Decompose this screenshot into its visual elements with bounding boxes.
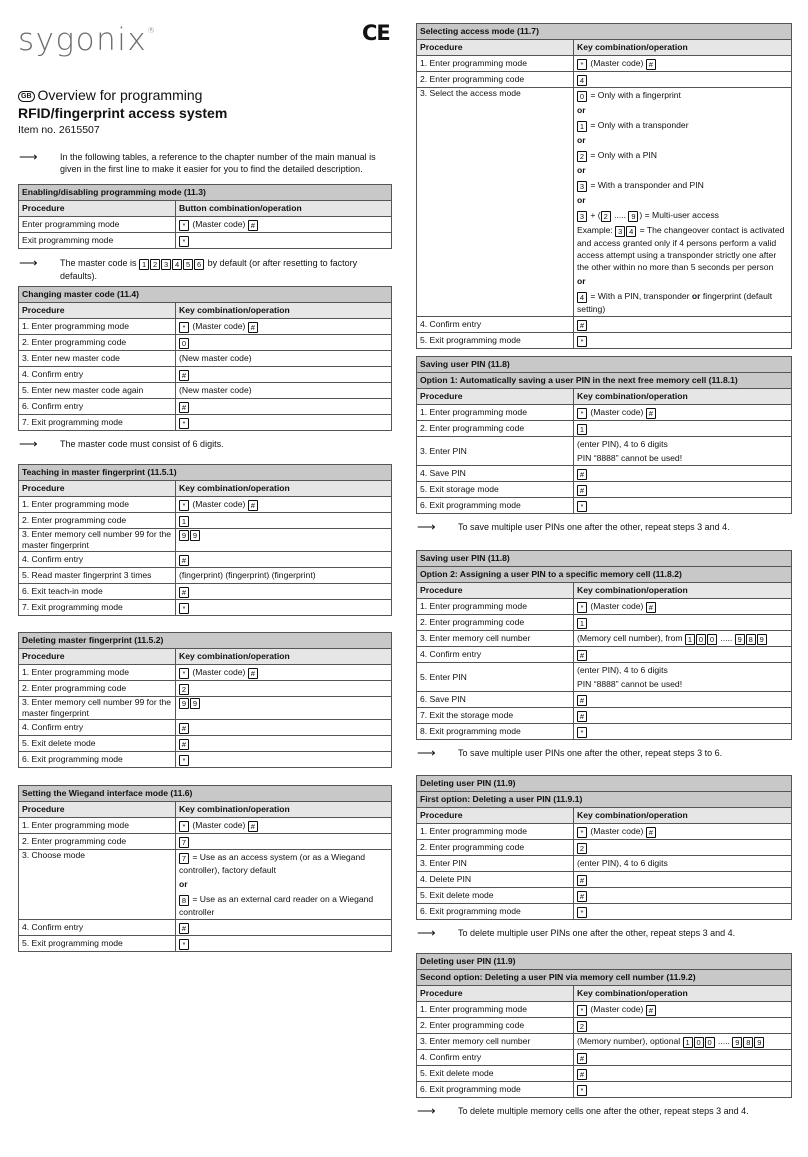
hash-key-icon: # (179, 402, 189, 413)
table-row: 3. Enter new master code (New master code) (19, 351, 392, 367)
table-title: Saving user PIN (11.8) (417, 551, 792, 567)
key-1-icon: 1 (577, 424, 587, 435)
table-row: 5. Exit storage mode # (417, 482, 792, 498)
hash-key-icon: # (577, 875, 587, 886)
table-row: 6. Exit teach-in mode # (19, 584, 392, 600)
table-row: 1. Enter programming mode * (Master code) # (417, 405, 792, 421)
table-row: 6. Exit programming mode * (417, 904, 792, 920)
key-8-icon: 8 (746, 634, 756, 645)
or-label: or (577, 105, 586, 115)
table-row: 3. Choose mode 7 = Use as an access system (or as a Wiegand controller), factory default or 8 = Use as an external card reader on a Wiegand controller (19, 850, 392, 920)
col-header: Key combination/operation (176, 802, 392, 818)
key-2-icon: 2 (577, 1021, 587, 1032)
save-pin-specific-note: ⟶ To save multiple user PINs one after the other, repeat steps 3 to 6. (417, 745, 723, 760)
col-header: Procedure (19, 201, 176, 217)
col-header: Procedure (19, 802, 176, 818)
table-access-mode (416, 23, 792, 349)
table-title: Enabling/disabling programming mode (11.3) (19, 185, 392, 201)
arrow-right-icon: ⟶ (19, 436, 38, 451)
key-7-icon: 7 (179, 853, 189, 864)
hash-key-icon: # (179, 370, 189, 381)
col-header: Procedure (19, 303, 176, 319)
col-header: Procedure (417, 808, 574, 824)
hash-key-icon: # (179, 587, 189, 598)
or-label: or (577, 165, 586, 175)
or-label: or (179, 879, 188, 889)
star-key-icon: * (179, 603, 189, 614)
or-label: or (577, 195, 586, 205)
table-delete-pin (416, 775, 792, 939)
table-row: 8. Exit programming mode * (417, 724, 792, 740)
registered-mark: ® (147, 26, 157, 35)
key-1-icon: 1 (683, 1037, 693, 1048)
hash-key-icon: # (179, 739, 189, 750)
key-0-icon: 0 (179, 338, 189, 349)
key-5-icon: 5 (183, 259, 193, 270)
key-7-icon: 7 (179, 837, 189, 848)
key-1-icon: 1 (577, 618, 587, 629)
col-header: Procedure (417, 583, 574, 599)
table-row: 5. Exit delete mode # (417, 1066, 792, 1082)
table-row: 7. Exit the storage mode # (417, 708, 792, 724)
key-2-icon: 2 (601, 211, 611, 222)
key-9-icon: 9 (190, 698, 200, 709)
hash-key-icon: # (179, 555, 189, 566)
star-key-icon: * (179, 236, 189, 247)
key-0-icon: 0 (577, 91, 587, 102)
arrow-right-icon: ⟶ (417, 745, 436, 760)
key-9-icon: 9 (754, 1037, 764, 1048)
hash-key-icon: # (248, 821, 258, 832)
table-row: 5. Exit delete mode # (19, 736, 392, 752)
col-header: Key combination/operation (574, 40, 792, 56)
table-row: 5. Enter new master code again (New master code) (19, 383, 392, 399)
hash-key-icon: # (646, 408, 656, 419)
table-title: Teaching in master fingerprint (11.5.1) (19, 465, 392, 481)
table-programming-mode (18, 184, 392, 282)
table-teach-master-fingerprint (18, 464, 392, 616)
key-1-icon: 1 (179, 516, 189, 527)
hash-key-icon: # (248, 500, 258, 511)
col-header: Procedure (417, 986, 574, 1002)
arrow-right-icon: ⟶ (417, 1103, 436, 1118)
table-title: Deleting master fingerprint (11.5.2) (19, 633, 392, 649)
key-2-icon: 2 (150, 259, 160, 270)
table-row: 5. Exit delete mode # (417, 888, 792, 904)
table-row: 2. Enter programming code 7 (19, 834, 392, 850)
key-0-icon: 0 (696, 634, 706, 645)
key-2-icon: 2 (577, 151, 587, 162)
table-row: 2. Enter programming code 1 (417, 421, 792, 437)
document-header (18, 86, 398, 138)
key-2-icon: 2 (577, 843, 587, 854)
ce-mark: CE (362, 21, 390, 45)
overview-heading (18, 86, 398, 104)
overview-text: Overview for programming (37, 87, 203, 103)
table-row: 6. Confirm entry # (19, 399, 392, 415)
hash-key-icon: # (248, 220, 258, 231)
table-row: 4. Confirm entry # (19, 367, 392, 383)
key-3-icon: 3 (615, 226, 625, 237)
key-9-icon: 9 (628, 211, 638, 222)
hash-key-icon: # (577, 485, 587, 496)
table-title: Deleting user PIN (11.9) (417, 776, 792, 792)
key-0-icon: 0 (705, 1037, 715, 1048)
table-row: 3. Enter memory cell number (Memory cell number), from 1 0 0 ..... 9 8 9 (417, 631, 792, 647)
star-key-icon: * (577, 59, 587, 70)
table-row: 3. Enter PIN (enter PIN), 4 to 6 digits PIN “8888” cannot be used! (417, 437, 792, 466)
hash-key-icon: # (248, 668, 258, 679)
table-delete-pin-by-cell (416, 953, 792, 1117)
table-row: 6. Save PIN # (417, 692, 792, 708)
arrow-right-icon: ⟶ (417, 519, 436, 534)
table-row: 6. Exit programming mode * (417, 498, 792, 514)
table-row: 7. Exit programming mode * (19, 415, 392, 431)
star-key-icon: * (577, 408, 587, 419)
key-2-icon: 2 (179, 684, 189, 695)
table-row: 4. Confirm entry # (417, 317, 792, 333)
key-1-icon: 1 (685, 634, 695, 645)
table-subtitle: First option: Deleting a user PIN (11.9.1) (417, 792, 792, 808)
star-key-icon: * (577, 1005, 587, 1016)
star-key-icon: * (179, 755, 189, 766)
master-code-length-note: ⟶ The master code must consist of 6 digits. (19, 436, 224, 451)
table-row: 3. Enter PIN (enter PIN), 4 to 6 digits (417, 856, 792, 872)
key-9-icon: 9 (735, 634, 745, 645)
col-header: Procedure (417, 40, 574, 56)
table-row: 5. Enter PIN (enter PIN), 4 to 6 digits PIN “8888” cannot be used! (417, 663, 792, 692)
table-row: 3. Enter memory cell number 99 for the master fingerprint 9 9 (19, 697, 392, 720)
hash-key-icon: # (646, 602, 656, 613)
star-key-icon: * (179, 418, 189, 429)
table-wiegand-mode (18, 785, 392, 952)
table-subtitle: Second option: Deleting a user PIN via memory cell number (11.9.2) (417, 970, 792, 986)
key-3-icon: 3 (161, 259, 171, 270)
col-header: Key combination/operation (176, 303, 392, 319)
col-header: Key combination/operation (176, 649, 392, 665)
arrow-right-icon: ⟶ (19, 149, 38, 164)
table-row: 2. Enter programming code 2 (417, 840, 792, 856)
hash-key-icon: # (646, 827, 656, 838)
key-4-icon: 4 (626, 226, 636, 237)
star-key-icon: * (179, 668, 189, 679)
hash-key-icon: # (577, 1069, 587, 1080)
hash-key-icon: # (646, 1005, 656, 1016)
table-row: 4. Confirm entry # (417, 647, 792, 663)
hash-key-icon: # (646, 59, 656, 70)
hash-key-icon: # (577, 695, 587, 706)
table-title: Selecting access mode (11.7) (417, 24, 792, 40)
table-row: Enter programming mode * (Master code) # (19, 217, 392, 233)
star-key-icon: * (577, 336, 587, 347)
arrow-right-icon: ⟶ (417, 925, 436, 940)
key-1-icon: 1 (139, 259, 149, 270)
key-6-icon: 6 (194, 259, 204, 270)
or-label: or (577, 276, 586, 286)
star-key-icon: * (577, 907, 587, 918)
table-title: Setting the Wiegand interface mode (11.6) (19, 786, 392, 802)
table-row: 4. Confirm entry # (19, 552, 392, 568)
table-row: Exit programming mode * (19, 233, 392, 249)
table-row: 5. Exit programming mode * (19, 936, 392, 952)
table-row: 7. Exit programming mode * (19, 600, 392, 616)
col-header: Key combination/operation (176, 481, 392, 497)
table-row: 2. Enter programming code 2 (19, 681, 392, 697)
table-row: 2. Enter programming code 0 (19, 335, 392, 351)
star-key-icon: * (179, 322, 189, 333)
star-key-icon: * (577, 727, 587, 738)
table-subtitle: Option 2: Assigning a user PIN to a specific memory cell (11.8.2) (417, 567, 792, 583)
key-1-icon: 1 (577, 121, 587, 132)
hash-key-icon: # (248, 322, 258, 333)
or-label: or (577, 135, 586, 145)
col-header: Procedure (19, 649, 176, 665)
col-header: Key combination/operation (574, 808, 792, 824)
star-key-icon: * (179, 500, 189, 511)
table-row: 1. Enter programming mode * (Master code) # (19, 665, 392, 681)
table-title: Saving user PIN (11.8) (417, 357, 792, 373)
star-key-icon: * (577, 501, 587, 512)
col-header: Procedure (417, 389, 574, 405)
col-header: Key combination/operation (574, 583, 792, 599)
table-row: 3. Enter memory cell number 99 for the master fingerprint 9 9 (19, 529, 392, 552)
table-row: 4. Confirm entry # (19, 920, 392, 936)
table-row: 1. Enter programming mode * (Master code) # (417, 824, 792, 840)
table-row: 3. Select the access mode 0 = Only with a fingerprint or 1 = Only with a transponder or 2 = Only with a PIN or 3 = With a transponder and PIN or 3 + ( 2 ..... 9 ) = Multi-user access Example: 3 4 = The changeover contact is activated and access granted only if 4 persons perform a valid access attempt using a transponder strictly one after the other within no more than 5 seconds per person or 4 = With a PIN, transponder or fingerprint (default setting) (417, 88, 792, 317)
table-subtitle: Option 1: Automatically saving a user PIN in the next free memory cell (11.8.1) (417, 373, 792, 389)
key-9-icon: 9 (757, 634, 767, 645)
star-key-icon: * (577, 827, 587, 838)
key-4-icon: 4 (577, 75, 587, 86)
arrow-right-icon: ⟶ (19, 255, 38, 270)
table-row: 2. Enter programming code 2 (417, 1018, 792, 1034)
key-9-icon: 9 (179, 530, 189, 541)
table-row: 1. Enter programming mode * (Master code) # (417, 599, 792, 615)
key-4-icon: 4 (577, 292, 587, 303)
col-header: Procedure (19, 481, 176, 497)
key-9-icon: 9 (190, 530, 200, 541)
key-0-icon: 0 (707, 634, 717, 645)
table-row: 2. Enter programming code 1 (19, 513, 392, 529)
master-code-note: ⟶ The master code is 1 2 3 4 5 6 by default (or after resetting to factory defaults). (19, 255, 358, 281)
table-row: 1. Enter programming mode * (Master code) # (19, 497, 392, 513)
col-header: Key combination/operation (574, 389, 792, 405)
table-row: 4. Confirm entry # (417, 1050, 792, 1066)
key-0-icon: 0 (694, 1037, 704, 1048)
table-row: 1. Enter programming mode * (Master code) # (19, 818, 392, 834)
hash-key-icon: # (179, 923, 189, 934)
table-row: 1. Enter programming mode * (Master code) # (19, 319, 392, 335)
gb-badge-icon: GB (18, 91, 35, 102)
table-row: 4. Confirm entry # (19, 720, 392, 736)
star-key-icon: * (179, 939, 189, 950)
intro-note (18, 151, 392, 175)
save-pin-note: ⟶ To save multiple user PINs one after the other, repeat steps 3 and 4. (417, 519, 730, 534)
hash-key-icon: # (577, 711, 587, 722)
hash-key-icon: # (577, 1053, 587, 1064)
key-4-icon: 4 (172, 259, 182, 270)
table-row: 1. Enter programming mode * (Master code) # (417, 1002, 792, 1018)
table-row: 3. Enter memory cell number (Memory number), optional 1 0 0 ..... 9 8 9 (417, 1034, 792, 1050)
table-row: 4. Save PIN # (417, 466, 792, 482)
key-9-icon: 9 (179, 698, 189, 709)
star-key-icon: * (577, 1085, 587, 1096)
table-row: 6. Exit programming mode * (417, 1082, 792, 1098)
table-row: 5. Read master fingerprint 3 times (fingerprint) (fingerprint) (fingerprint) (19, 568, 392, 584)
table-row: 6. Exit programming mode * (19, 752, 392, 768)
hash-key-icon: # (179, 723, 189, 734)
table-row: 1. Enter programming mode * (Master code) # (417, 56, 792, 72)
table-title: Changing master code (11.4) (19, 287, 392, 303)
table-title: Deleting user PIN (11.9) (417, 954, 792, 970)
intro-note-text: In the following tables, a reference to the chapter number of the main manual is given in the first line to make it easier for you to find the detailed description. (60, 152, 376, 174)
hash-key-icon: # (577, 469, 587, 480)
hash-key-icon: # (577, 891, 587, 902)
item-number: Item no. 2615507 (18, 124, 100, 136)
table-row: 4. Delete PIN # (417, 872, 792, 888)
brand-logo (18, 22, 157, 58)
key-3-icon: 3 (577, 211, 587, 222)
key-9-icon: 9 (732, 1037, 742, 1048)
delete-pin-note: ⟶ To delete multiple user PINs one after the other, repeat steps 3 and 4. (417, 925, 736, 940)
col-header: Button combination/operation (176, 201, 392, 217)
table-change-master-code (18, 286, 392, 450)
col-header: Key combination/operation (574, 986, 792, 1002)
brand-name: sygonix (18, 22, 148, 58)
page-title: RFID/fingerprint access system (18, 105, 228, 121)
key-8-icon: 8 (743, 1037, 753, 1048)
table-delete-master-fingerprint (18, 632, 392, 768)
key-3-icon: 3 (577, 181, 587, 192)
table-save-pin-specific (416, 550, 792, 759)
star-key-icon: * (179, 821, 189, 832)
hash-key-icon: # (577, 650, 587, 661)
table-row: 5. Exit programming mode * (417, 333, 792, 349)
star-key-icon: * (577, 602, 587, 613)
table-save-pin-auto (416, 356, 792, 533)
table-row: 2. Enter programming code 1 (417, 615, 792, 631)
table-row: 2. Enter programming code 4 (417, 72, 792, 88)
delete-cells-note: ⟶ To delete multiple memory cells one after the other, repeat steps 3 and 4. (417, 1103, 749, 1118)
key-8-icon: 8 (179, 895, 189, 906)
star-key-icon: * (179, 220, 189, 231)
hash-key-icon: # (577, 320, 587, 331)
